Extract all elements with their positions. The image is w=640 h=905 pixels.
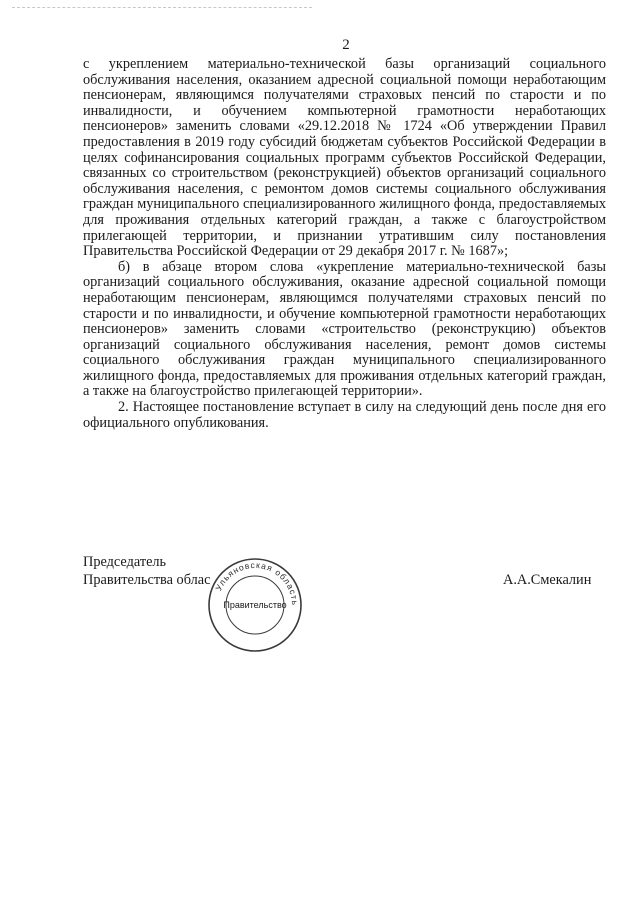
paragraph-continuation: с укреплением материально-технической базы организаций социального обслуживания населения, оказанием адресной социальной помощи неработающим пенсионерам, являющимся получателями страховых пенсий по старости и по инвалидности, и обучением компьютерной грамотности неработающих пенсионеров» заменить словами «29.12.2018 № 1724 «Об утверждении Правил предоставления в 2019 году субсидий бюджетам субъектов Российской Федерации в целях софинансирования социальных программ субъектов Российской Федерации, связанных со строительством (реконструкцией) объектов организаций социального обслуживания населения, с ремонтом домов системы социального обслуживания граждан муниципального специализированного жилищного фонда, предоставляемых для проживания отдельных категорий граждан, а также с благоустройством прилегающей территории, и признании утратившим силу постановления Правительства Российской Федерации от 29 декабря 2017 г. № 1687»; bbox=[83, 56, 606, 260]
scan-artifact-line bbox=[12, 7, 312, 8]
stamp-center-text: Правительство bbox=[223, 600, 287, 610]
paragraph-b: б) в абзаце втором слова «укрепление материально-технической базы организаций социального обслуживания, оказание адресной социальной помощи неработающим пенсионерам, являющимся получателями страховых пенсий по старости и по инвалидности, и обучение компьютерной грамотности неработающих пенсионеров» заменить словами «строительство (реконструкцию) объектов организаций социального обслуживания населения, ремонт домов системы социального обслуживания граждан муниципального специализированного жилищного фонда, предоставляемых для проживания отдельных категорий граждан, а также на благоустройство прилегающей территории». bbox=[83, 258, 606, 400]
document-body bbox=[83, 57, 606, 431]
stamp-ring-text: Ульяновская область bbox=[213, 559, 301, 607]
paragraph-2: 2. Настоящее постановление вступает в силу на следующий день после дня его официального опубликования. bbox=[83, 399, 606, 431]
signature-title bbox=[83, 553, 210, 589]
page-number: 2 bbox=[342, 37, 350, 53]
signature-title-line1: Председатель bbox=[83, 554, 167, 570]
official-seal-stamp bbox=[205, 555, 305, 655]
signature-title-line2: Правительства облас bbox=[83, 572, 211, 588]
signer-name: А.А.Смекалин bbox=[503, 572, 592, 588]
